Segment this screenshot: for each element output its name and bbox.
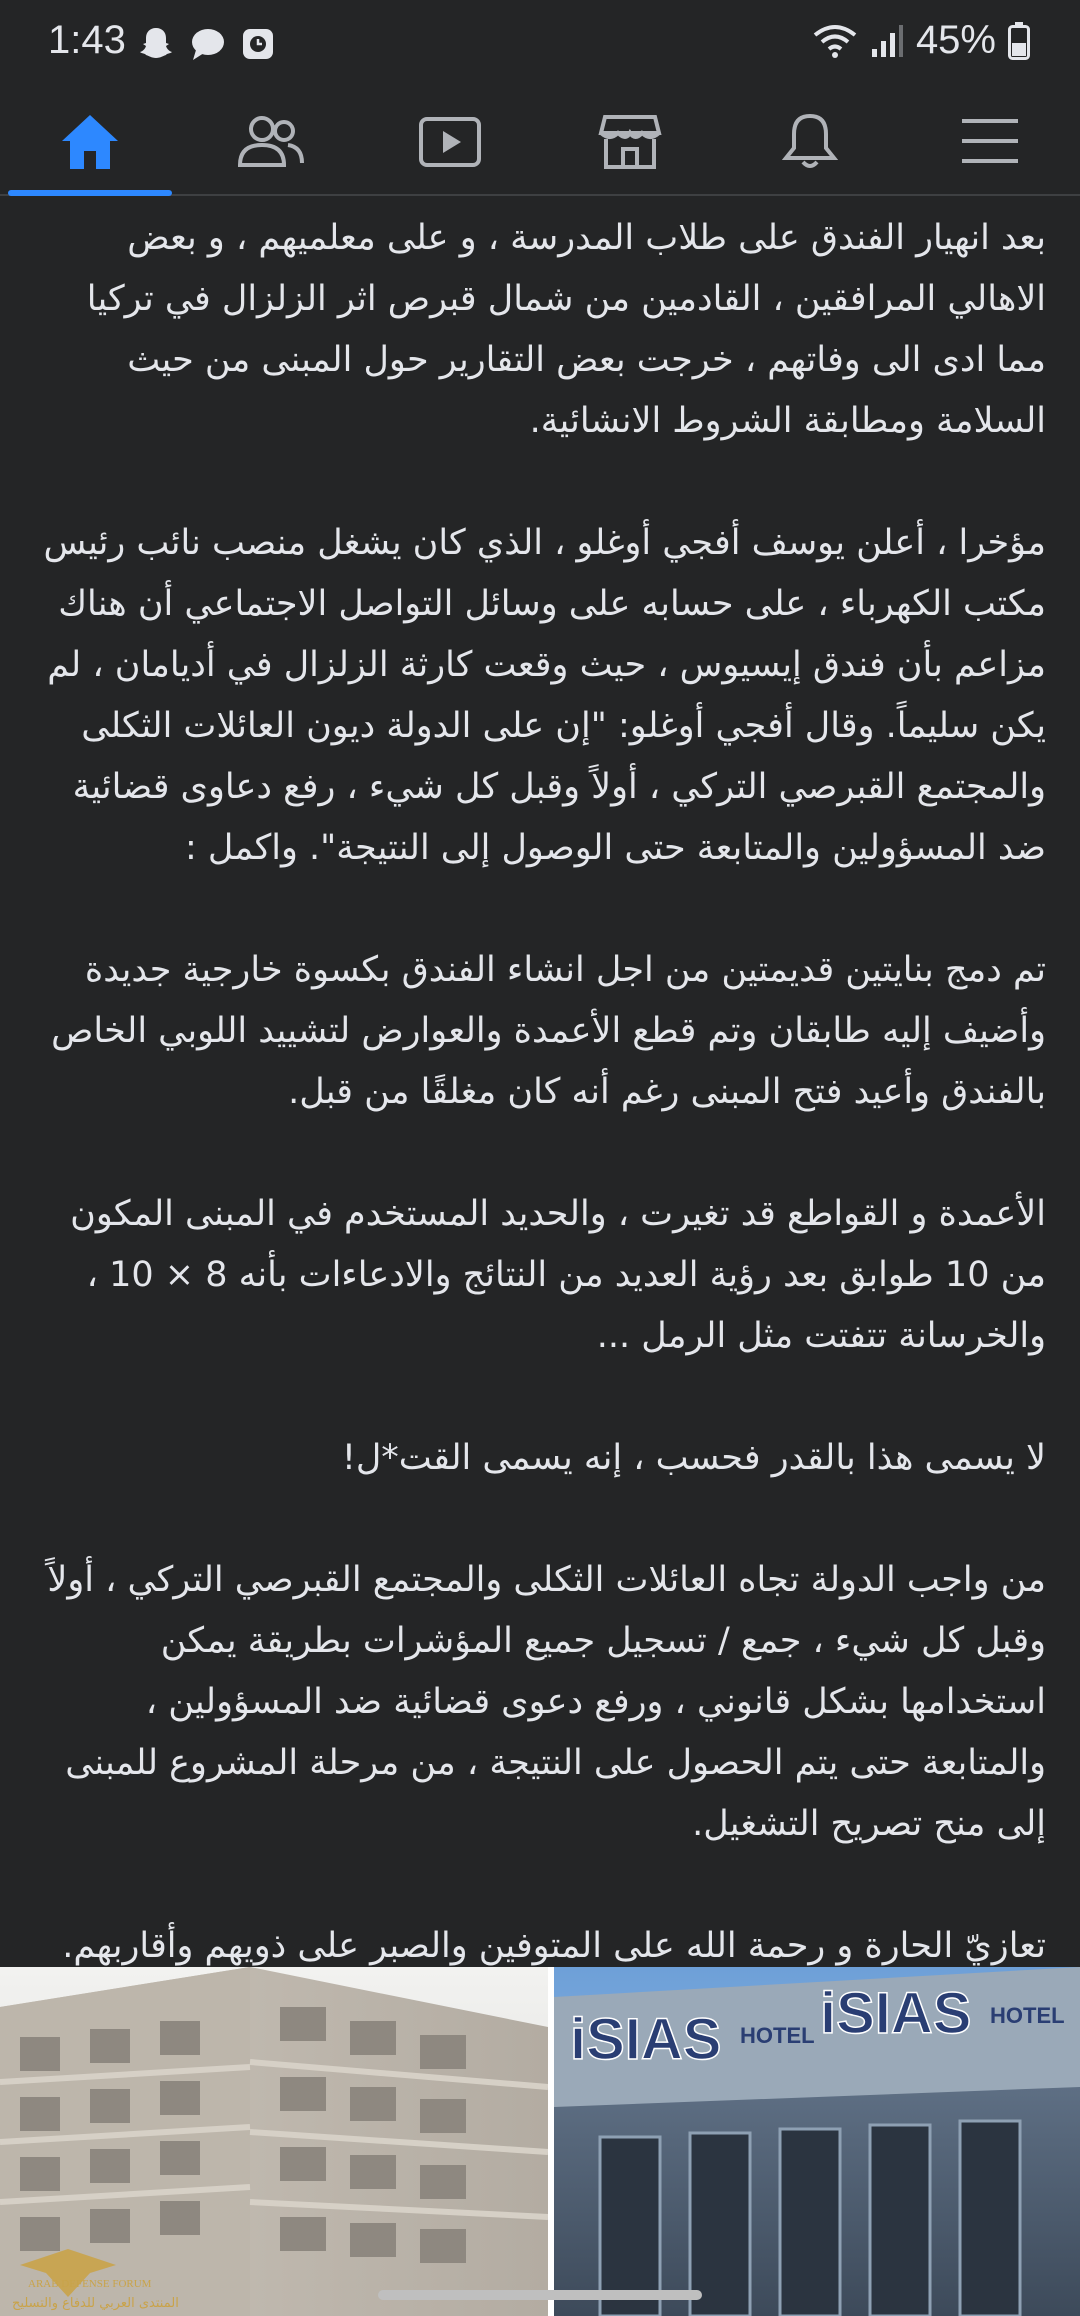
nav-tab-home[interactable]	[0, 88, 180, 194]
battery-icon	[1008, 22, 1030, 60]
status-bar	[0, 0, 1080, 88]
nav-tab-marketplace[interactable]	[540, 88, 720, 194]
post-photo[interactable]	[0, 1967, 1080, 2316]
notification-icons	[136, 24, 276, 64]
video-icon	[417, 111, 483, 171]
photo-sign-hotel-1: HOTEL	[740, 2023, 815, 2048]
post-text	[30, 208, 1046, 2038]
photo-sign-hotel-2: HOTEL	[990, 2003, 1065, 2028]
status-time: 1:43	[48, 18, 126, 62]
nav-active-indicator	[8, 190, 172, 196]
watermark-line-1: ARAB DEFENSE FORUM	[28, 2278, 152, 2290]
wifi-icon	[812, 23, 858, 59]
nav-tab-video[interactable]	[360, 88, 540, 194]
bell-icon	[780, 110, 840, 172]
watermark-line-2: المنتدى العربي للدفاع والتسليح	[12, 2296, 179, 2311]
signal-icon	[870, 23, 904, 59]
nav-tab-menu[interactable]	[900, 88, 1080, 194]
gesture-navigation-bar[interactable]	[378, 2290, 702, 2300]
app-notification-icon	[240, 26, 276, 62]
message-icon	[188, 24, 228, 64]
nav-tab-friends[interactable]	[180, 88, 360, 194]
hotel-photo-image	[0, 1967, 1080, 2316]
marketplace-icon	[597, 111, 663, 171]
home-icon	[58, 111, 122, 171]
post-paragraph-6: من واجب الدولة تجاه العائلات الثكلى والمجتمع القبرصي التركي ، أولاً وقبل كل شيء ، جمع / تسجيل جميع المؤشرات بطريقة يمكن استخدامها بشكل قانوني ، ورفع دعوى قضائية ضد المسؤولين ، والمتابعة حتى يتم الحصول على النتيجة ، من مرحلة المشروع للمبنى إلى منح تصريح التشغيل.	[47, 1560, 1046, 1844]
photo-sign-text-1: iSIAS	[570, 2007, 722, 2072]
battery-percent: 45%	[915, 18, 996, 62]
friends-icon	[234, 111, 306, 171]
post-paragraph-5: لا يسمى هذا بالقدر فحسب ، إنه يسمى القت*ل!	[341, 1438, 1046, 1478]
top-nav-bar	[0, 88, 1080, 196]
post-paragraph-3: تم دمج بنايتين قديمتين من اجل انشاء الفندق بكسوة خارجية جديدة وأضيف إليه طابقان وتم قطع الأعمدة والعوارض لتشييد اللوبي الخاص بالفندق وأعيد فتح المبنى رغم أنه كان مغلقًا من قبل.	[51, 950, 1046, 1112]
post-paragraph-7: تعازيّ الحارة و رحمة الله على المتوفين والصبر على ذويهم وأقاربهم.	[62, 1926, 1046, 1966]
post-paragraph-1: بعد انهيار الفندق على طلاب المدرسة ، و على معلميهم ، و بعض الاهالي المرافقين ، القادمين من شمال قبرص اثر الزلزال في تركيا مما ادى الى وفاتهم ، خرجت بعض التقارير حول المبنى من حيث السلامة ومطابقة الشروط الانشائية.	[86, 218, 1046, 441]
photo-sign-text-2: iSIAS	[820, 1981, 972, 2046]
post-paragraph-2: مؤخرا ، أعلن يوسف أفجي أوغلو ، الذي كان يشغل منصب نائب رئيس مكتب الكهرباء ، على حسابه على وسائل التواصل الاجتماعي أن هناك مزاعم بأن فندق إيسيوس ، حيث وقعت كارثة الزلزال في أديامان ، لم يكن سليماً. وقال أفجي أوغلو: "إن على الدولة ديون العائلات الثكلى والمجتمع القبرصي التركي ، أولاً وقبل كل شيء ، رفع دعاوى قضائية ضد المسؤولين والمتابعة حتى الوصول إلى النتيجة". واكمل :	[43, 523, 1046, 868]
snapchat-icon	[136, 24, 176, 64]
hamburger-menu-icon	[960, 115, 1020, 167]
status-right	[812, 18, 1030, 63]
nav-tab-notifications[interactable]	[720, 88, 900, 194]
post-paragraph-4: الأعمدة و القواطع قد تغيرت ، والحديد المستخدم في المبنى المكون من 10 طوابق بعد رؤية العديد من النتائج والادعاءات بأنه 8 × 10 ، والخرسانة تتفتت مثل الرمل ...	[70, 1194, 1046, 1356]
